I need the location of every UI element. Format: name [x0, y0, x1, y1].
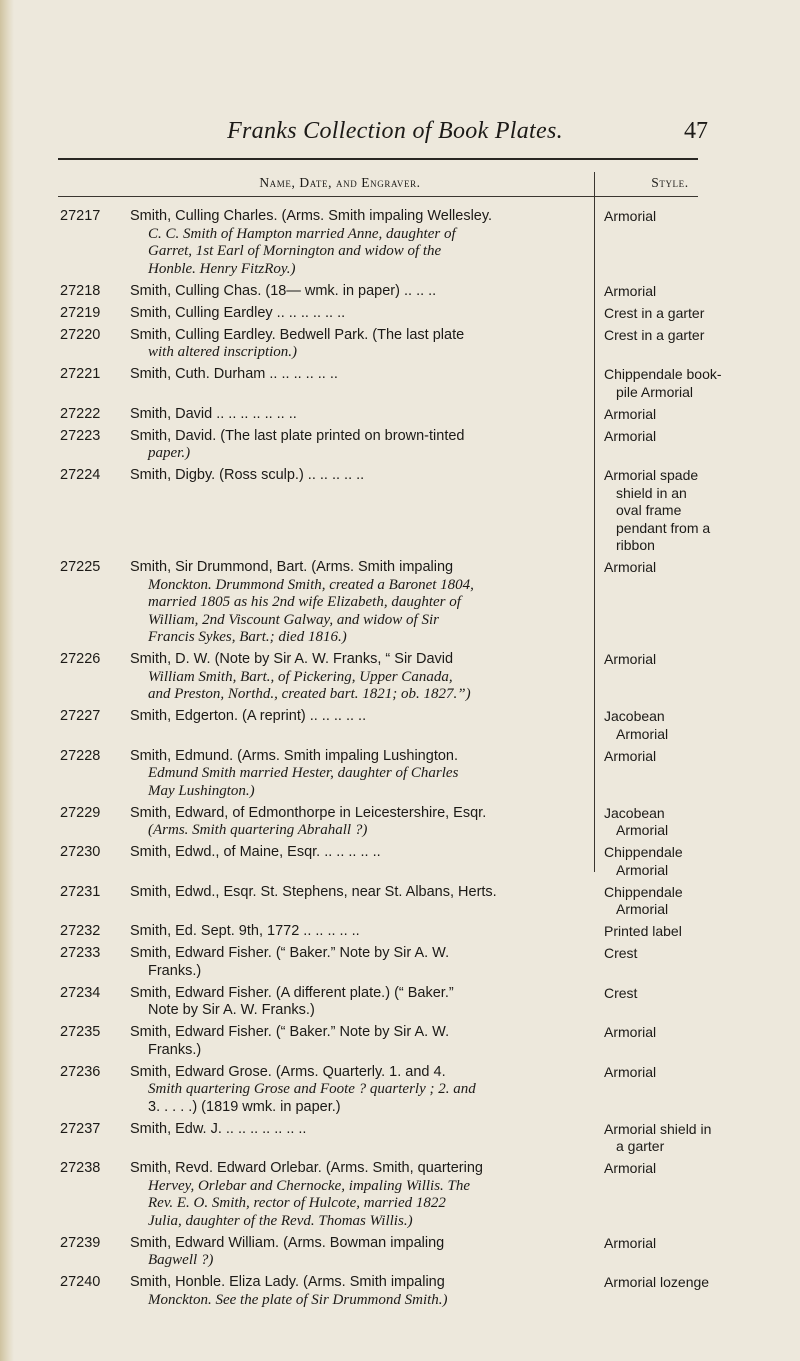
entry-number: 27239 — [60, 1234, 101, 1251]
entry-line: Smith, Culling Charles. (Arms. Smith impaling Wellesley. — [130, 208, 493, 224]
entry-style — [604, 651, 754, 669]
entry-description — [130, 327, 585, 362]
entry-style — [604, 923, 754, 941]
style-line: Armorial — [616, 901, 669, 917]
entry-description — [130, 1160, 585, 1230]
entry-line: Smith, Culling Eardley. Bedwell Park. (The last plate — [130, 326, 465, 343]
style-line: Armorial — [604, 405, 657, 422]
style-line: Jacobean — [604, 804, 665, 821]
style-line: Chippendale — [604, 844, 683, 860]
entry-line: William, 2nd Viscount Galway, and widow of Sir — [148, 611, 439, 628]
entry-number: 27223 — [60, 427, 101, 444]
entry-line: Smith, Culling Chas. (18— wmk. in paper) .. .. .. — [130, 282, 437, 299]
style-line: Crest in a garter — [604, 326, 705, 343]
entry-description — [130, 559, 585, 647]
style-line: Printed label — [604, 923, 682, 939]
entry-line: Smith, Ed. Sept. 9th, 1772 .. .. .. .. .. — [130, 923, 360, 939]
entry-line: Smith, Edward Fisher. (“ Baker.” Note by Sir A. W. — [130, 945, 450, 961]
entry-line: William Smith, Bart., of Pickering, Upper Canada, — [148, 668, 453, 685]
style-line: Armorial — [604, 427, 657, 444]
entry-style — [604, 327, 754, 345]
entry-description — [130, 1121, 585, 1139]
entry-line: Rev. E. O. Smith, rector of Hulcote, married 1822 — [148, 1195, 446, 1211]
style-line: Armorial — [604, 1063, 657, 1080]
style-line: Armorial — [616, 822, 669, 838]
entry-number: 27220 — [60, 326, 101, 343]
style-line: pile Armorial — [616, 383, 694, 400]
entry-number: 27240 — [60, 1274, 101, 1290]
running-title: Franks Collection of Book Plates. — [227, 118, 563, 144]
entry-style — [604, 406, 754, 424]
entry-number: 27219 — [60, 304, 101, 321]
entry-number: 27228 — [60, 747, 101, 764]
entry-number: 27217 — [60, 208, 101, 224]
entry-style — [604, 467, 754, 555]
style-line: oval frame — [616, 502, 682, 518]
entry-line: Smith, Edwd., Esqr. St. Stephens, near St. Albans, Herts. — [130, 883, 497, 900]
column-divider — [594, 172, 595, 872]
entry-line: Smith, Cuth. Durham .. .. .. .. .. .. — [130, 366, 338, 382]
style-line: Crest — [604, 984, 638, 1001]
entry-line: Smith, Revd. Edward Orlebar. (Arms. Smith, quartering — [130, 1160, 483, 1176]
page-number: 47 — [684, 118, 708, 144]
entry-number: 27238 — [60, 1160, 101, 1176]
entry-line: married 1805 as his 2nd wife Elizabeth, daughter of — [148, 594, 461, 610]
entry-number: 27224 — [60, 467, 101, 483]
entry-description — [130, 923, 585, 941]
entry-style — [604, 805, 754, 840]
header-rule — [58, 158, 698, 160]
entry-style — [604, 1121, 754, 1156]
entry-number: 27234 — [60, 984, 101, 1001]
entry-line: Smith, David. (The last plate printed on brown-tinted — [130, 427, 465, 444]
style-line: Crest — [604, 945, 638, 961]
running-head — [0, 118, 800, 148]
entry-number: 27233 — [60, 945, 101, 961]
entry-description — [130, 651, 585, 704]
entry-line: Smith, Edwd., of Maine, Esqr. .. .. .. .. .. — [130, 844, 381, 860]
entry-description — [130, 844, 585, 862]
entry-description — [130, 884, 585, 902]
entry-style — [604, 428, 754, 446]
entry-line: 3. . . . .) (1819 wmk. in paper.) — [148, 1098, 341, 1115]
entry-style — [604, 1235, 754, 1253]
style-line: ribbon — [616, 537, 655, 553]
entry-description — [130, 1274, 585, 1309]
entry-description — [130, 985, 585, 1020]
entry-line: Smith, Honble. Eliza Lady. (Arms. Smith impaling — [130, 1274, 445, 1290]
style-line: Armorial — [604, 282, 657, 299]
entry-number: 27231 — [60, 883, 101, 900]
style-line: Armorial — [604, 651, 657, 667]
entry-line: Monckton. Drummond Smith, created a Baronet 1804, — [148, 576, 474, 593]
entry-description — [130, 945, 585, 980]
entry-line: Honble. Henry FitzRoy.) — [148, 260, 296, 277]
entry-line: Note by Sir A. W. Franks.) — [148, 1002, 315, 1018]
style-line: Armorial — [604, 1160, 657, 1176]
entry-line: Smith, Edw. J. .. .. .. .. .. .. .. — [130, 1120, 307, 1137]
style-line: shield in an — [616, 484, 687, 501]
entry-line: Monckton. See the plate of Sir Drummond Smith.) — [148, 1291, 448, 1308]
entry-description — [130, 366, 585, 384]
entry-style — [604, 1160, 754, 1178]
entry-number: 27221 — [60, 366, 101, 382]
entry-description — [130, 305, 585, 323]
entry-style — [604, 884, 754, 919]
entry-description — [130, 406, 585, 424]
entry-number: 27232 — [60, 923, 101, 939]
entry-line: Smith, Sir Drummond, Bart. (Arms. Smith impaling — [130, 559, 454, 575]
entry-line: Smith, Edmund. (Arms. Smith impaling Lushington. — [130, 747, 458, 764]
entry-style — [604, 559, 754, 577]
style-line: Armorial — [604, 1024, 657, 1040]
entry-number: 27235 — [60, 1024, 101, 1040]
entry-style — [604, 844, 754, 879]
entry-style — [604, 366, 754, 401]
entry-description — [130, 1064, 585, 1117]
style-line: Chippendale — [604, 883, 683, 900]
style-line: Crest in a garter — [604, 304, 705, 321]
entry-line: Smith, David .. .. .. .. .. .. .. — [130, 405, 297, 422]
entry-line: Smith, Edward Fisher. (“ Baker.” Note by Sir A. W. — [130, 1024, 450, 1040]
style-line: Chippendale book- — [604, 366, 722, 382]
style-line: Armorial — [616, 725, 669, 742]
entry-line: Smith, D. W. (Note by Sir A. W. Franks, “ Sir David — [130, 651, 454, 667]
entry-description — [130, 428, 585, 463]
entry-number: 27236 — [60, 1063, 101, 1080]
entry-style — [604, 283, 754, 301]
entry-style — [604, 945, 754, 963]
entry-style — [604, 708, 754, 743]
entry-line: Garret, 1st Earl of Mornington and widow of the — [148, 243, 442, 259]
column-header-name: Name, Date, and Engraver. — [259, 175, 421, 190]
style-line: pendant from a — [616, 519, 711, 536]
style-line: a garter — [616, 1138, 665, 1154]
style-line: Armorial shield in — [604, 1120, 712, 1137]
style-line: Armorial — [604, 747, 657, 764]
entry-description — [130, 1235, 585, 1270]
style-line: Armorial lozenge — [604, 1274, 710, 1290]
entry-number: 27222 — [60, 405, 101, 422]
entry-number: 27226 — [60, 651, 101, 667]
entry-line: Smith, Edgerton. (A reprint) .. .. .. .. .. — [130, 708, 367, 724]
entry-description — [130, 708, 585, 726]
entry-line: Franks.) — [148, 1041, 202, 1058]
entry-style — [604, 985, 754, 1003]
entry-description — [130, 805, 585, 840]
entry-line: with altered inscription.) — [148, 344, 298, 360]
entry-description — [130, 1024, 585, 1059]
entry-number: 27225 — [60, 559, 101, 575]
entry-description — [130, 283, 585, 301]
entry-line: Bagwell ?) — [148, 1252, 214, 1268]
entry-style — [604, 305, 754, 323]
entry-line: Franks.) — [148, 962, 202, 979]
entry-line: Smith, Culling Eardley .. .. .. .. .. .. — [130, 304, 346, 321]
entry-style — [604, 1274, 754, 1292]
entry-number: 27218 — [60, 282, 101, 299]
entry-description — [130, 208, 585, 278]
entry-line: and Preston, Northd., created bart. 1821; ob. 1827.”) — [148, 686, 471, 702]
style-line: Armorial — [604, 559, 657, 575]
entry-line: Smith, Edward, of Edmonthorpe in Leicestershire, Esqr. — [130, 804, 487, 821]
entry-line: Hervey, Orlebar and Chernocke, impaling Willis. The — [148, 1177, 471, 1194]
entry-line: Julia, daughter of the Revd. Thomas Willis.) — [148, 1212, 413, 1229]
style-line: Armorial — [604, 208, 657, 224]
entry-line: Smith, Edward William. (Arms. Bowman impaling — [130, 1234, 445, 1251]
entry-line: Smith quartering Grose and Foote ? quarterly ; 2. and — [148, 1081, 476, 1097]
entry-line: C. C. Smith of Hampton married Anne, daughter of — [148, 225, 456, 242]
entry-number: 27227 — [60, 708, 101, 724]
entry-line: Francis Sykes, Bart.; died 1816.) — [148, 629, 347, 645]
column-header-style: Style. — [651, 175, 689, 190]
style-line: Armorial — [616, 861, 669, 878]
entry-line: Edmund Smith married Hester, daughter of Charles — [148, 765, 459, 781]
column-header-rule — [58, 196, 698, 197]
entry-style — [604, 208, 754, 226]
style-line: Armorial spade — [604, 467, 699, 483]
entry-line: May Lushington.) — [148, 782, 255, 799]
entry-number: 27230 — [60, 844, 101, 860]
entry-line: Smith, Digby. (Ross sculp.) .. .. .. .. .. — [130, 467, 365, 483]
entry-style — [604, 1024, 754, 1042]
entry-line: Smith, Edward Fisher. (A different plate.) (“ Baker.” — [130, 984, 454, 1001]
style-line: Armorial — [604, 1234, 657, 1251]
entry-number: 27237 — [60, 1120, 101, 1137]
entry-line: paper.) — [148, 445, 191, 461]
entry-number: 27229 — [60, 804, 101, 821]
entry-line: (Arms. Smith quartering Abrahall ?) — [148, 822, 368, 838]
entry-style — [604, 1064, 754, 1082]
style-line: Jacobean — [604, 708, 665, 724]
entry-line: Smith, Edward Grose. (Arms. Quarterly. 1. and 4. — [130, 1063, 446, 1080]
entry-style — [604, 748, 754, 766]
entry-description — [130, 467, 585, 485]
page-spine-edge — [0, 0, 14, 1361]
entry-description — [130, 748, 585, 801]
